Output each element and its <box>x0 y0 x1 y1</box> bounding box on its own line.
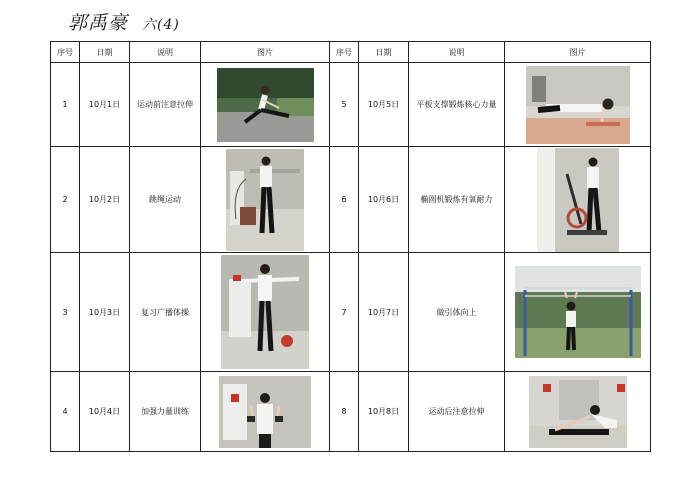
row-desc: 复习广播体操 <box>130 253 201 372</box>
row-photo-cell <box>505 253 651 372</box>
row-desc: 加强力量训练 <box>130 372 201 452</box>
row-desc: 椭圆机锻炼有氧耐力 <box>409 147 505 253</box>
calisthenics-photo <box>221 255 309 369</box>
row-date: 10月7日 <box>359 253 409 372</box>
row-index: 3 <box>51 253 80 372</box>
row-desc: 跳绳运动 <box>130 147 201 253</box>
header-date: 日期 <box>80 42 130 63</box>
row-index: 5 <box>330 63 359 147</box>
handwritten-header <box>68 8 180 34</box>
header-photo: 图片 <box>505 42 651 63</box>
lunge-stretch-photo <box>217 68 314 142</box>
table-row <box>51 63 651 147</box>
header-index: 序号 <box>51 42 80 63</box>
row-photo-cell <box>201 372 330 452</box>
row-photo-cell <box>505 372 651 452</box>
row-index: 1 <box>51 63 80 147</box>
student-name: 郭禹豪 <box>68 12 129 34</box>
elliptical-photo <box>537 148 619 252</box>
row-photo-cell <box>201 147 330 253</box>
table-row <box>51 253 651 372</box>
row-desc: 运动后注意拉伸 <box>409 372 505 452</box>
row-date: 10月3日 <box>80 253 130 372</box>
header-photo: 图片 <box>201 42 330 63</box>
exercise-log-table <box>50 41 651 452</box>
row-date: 10月1日 <box>80 63 130 147</box>
row-photo-cell <box>505 63 651 147</box>
header-index: 序号 <box>330 42 359 63</box>
row-index: 2 <box>51 147 80 253</box>
row-date: 10月2日 <box>80 147 130 253</box>
row-photo-cell <box>505 147 651 253</box>
row-desc: 平板支撑锻炼核心力量 <box>409 63 505 147</box>
row-index: 7 <box>330 253 359 372</box>
class-label: 六(4) <box>142 17 180 33</box>
header-date: 日期 <box>359 42 409 63</box>
row-desc: 运动前注意拉伸 <box>130 63 201 147</box>
row-date: 10月5日 <box>359 63 409 147</box>
row-index: 4 <box>51 372 80 452</box>
pull-up-photo <box>515 266 641 358</box>
dumbbell-photo <box>219 376 311 448</box>
row-date: 10月6日 <box>359 147 409 253</box>
row-date: 10月8日 <box>359 372 409 452</box>
row-photo-cell <box>201 253 330 372</box>
header-desc: 说明 <box>130 42 201 63</box>
row-photo-cell <box>201 63 330 147</box>
jump-rope-photo <box>226 149 304 251</box>
table-row <box>51 372 651 452</box>
row-date: 10月4日 <box>80 372 130 452</box>
row-index: 6 <box>330 147 359 253</box>
table-row <box>51 147 651 253</box>
plank-photo <box>526 66 630 144</box>
row-desc: 做引体向上 <box>409 253 505 372</box>
row-index: 8 <box>330 372 359 452</box>
seated-stretch-photo <box>529 376 627 448</box>
table-header-row <box>51 42 651 63</box>
header-desc: 说明 <box>409 42 505 63</box>
